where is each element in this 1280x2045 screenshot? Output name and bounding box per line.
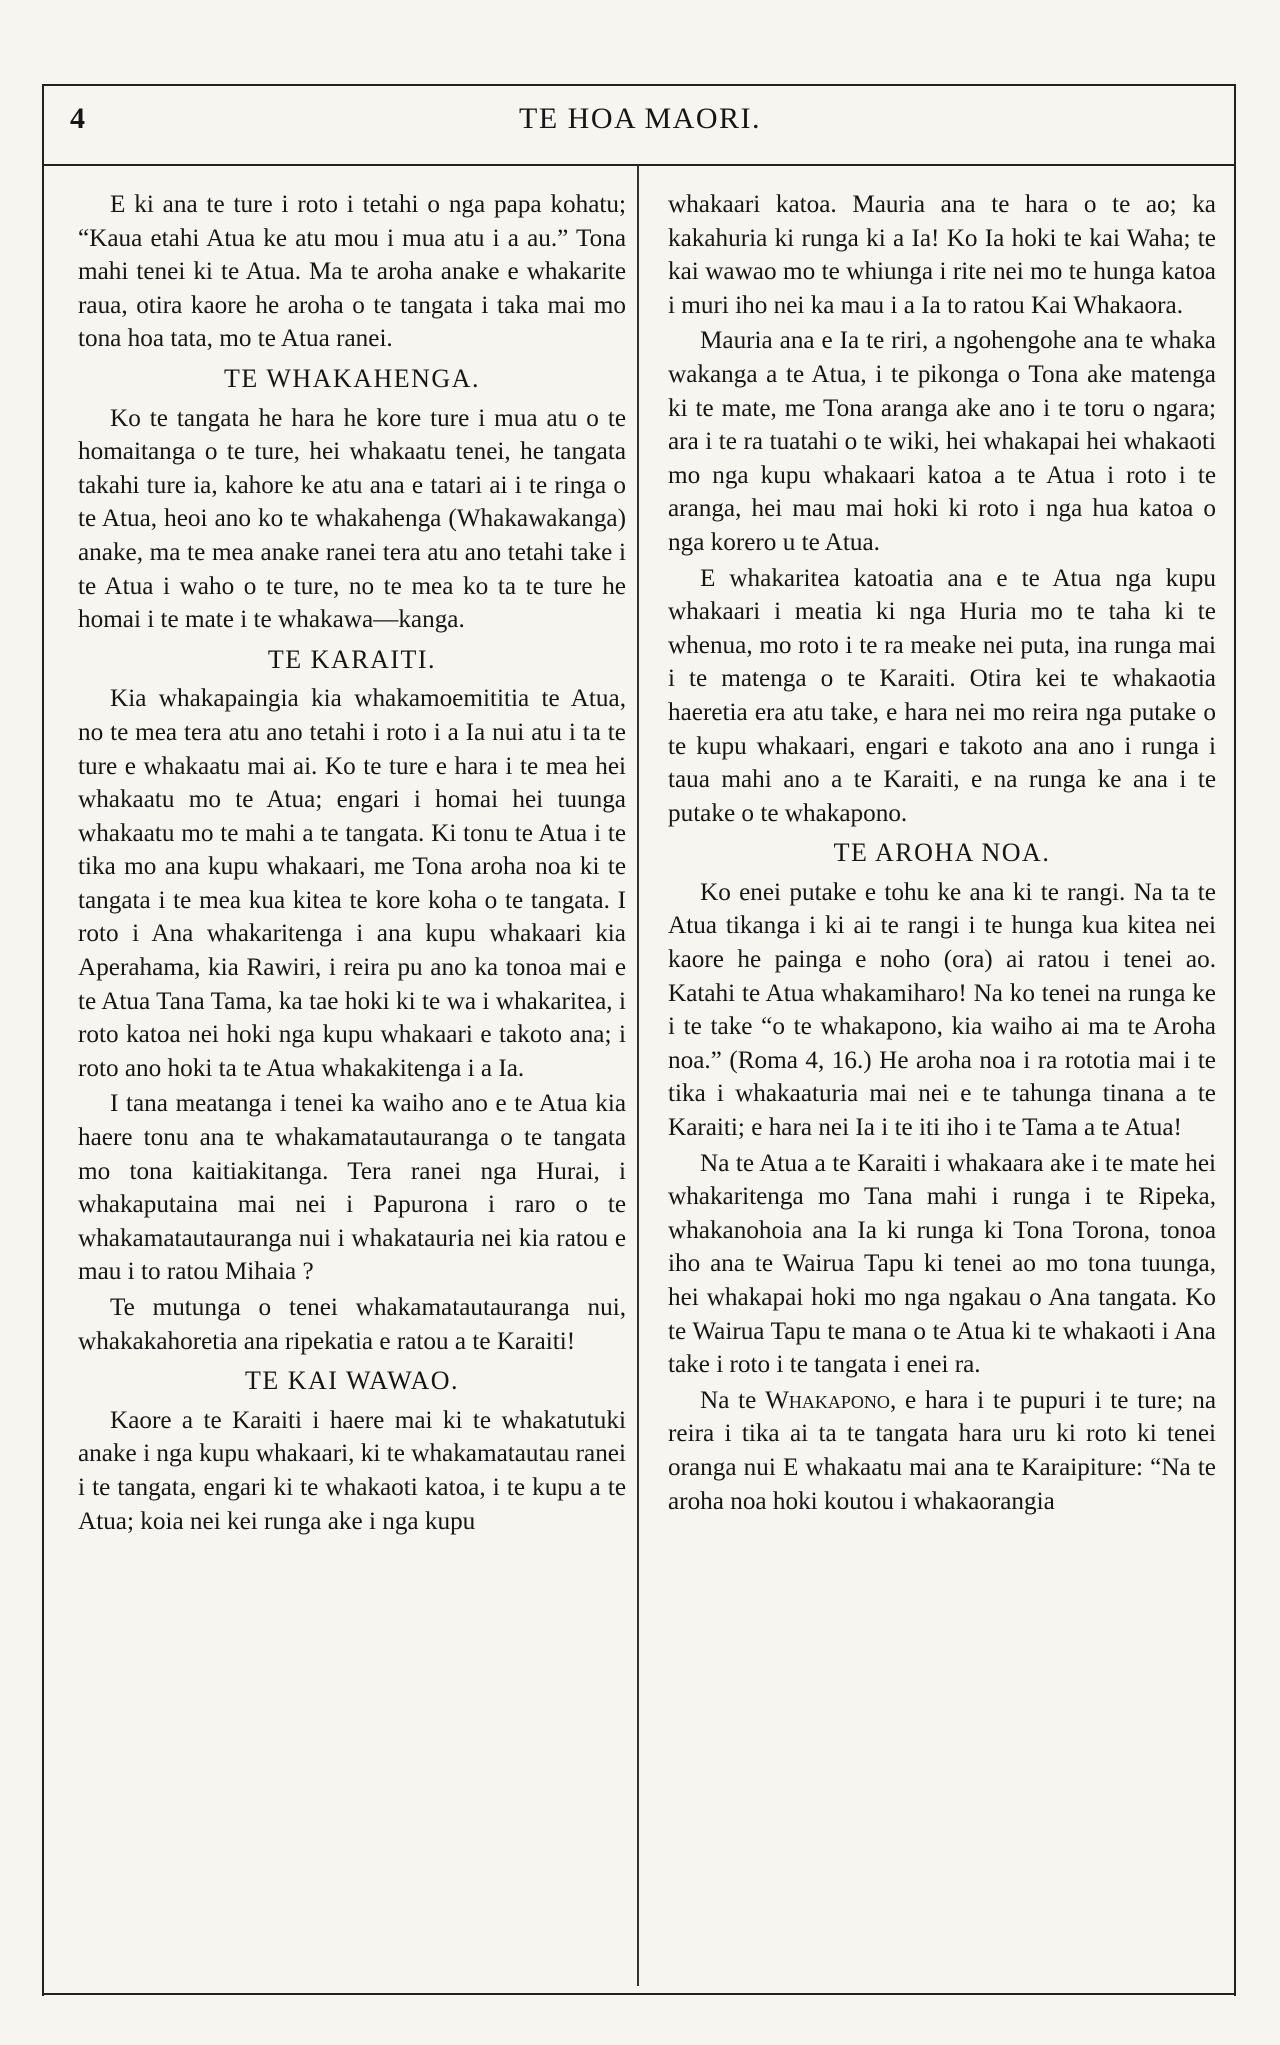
page-title: TE HOA MAORI.: [519, 102, 761, 135]
section-heading: TE WHAKAHENGA.: [224, 363, 480, 393]
paragraph: Te mutunga o tenei whakamatautauranga nui, whakakahoretia ana ripekatia e ratou a te Karaiti!: [78, 1294, 626, 1355]
paragraph: Kia whakapaingia kia whakamoemititia te Atua, no te mea tera atu ano tetahi i roto i a Ia nui atu i ta te ture e whakaatu mai ai. Ko te ture e hara i te mea hei whakaatu mo te Atua; engari i homai hei tuunga whakaatu mo te mahi a te tangata. Ki tonu te Atua i te tika mo ana kupu whakaari, me Tona aroha noa ki te tangata i te mea kua kitea te kore koha o te tangata. I roto i Ana whakaritenga i ana kupu whakaari kia Aperahama, kia Rawiri, i reira pu ano ka tonoa mai e te Atua Tana Tama, ka tae hoki ki te wa i whakaritea, i roto katoa nei hoki nga kupu whakaari e takoto ana; i roto ano hoki ta te Atua whakakitenga i a Ia.: [78, 685, 626, 1082]
paragraph: E ki ana te ture i roto i tetahi o nga papa kohatu; “Kaua etahi Atua ke atu mou i mua atu i a au.” Tona mahi tenei ki te Atua. Ma te aroha anake e whakarite raua, otira kaore he aroha o te tangata i taka mai mo tona hoa tata, mo te Atua ranei.: [78, 191, 626, 353]
left-column: [78, 188, 626, 1540]
text-run: , e hara i te pupuri i te ture; na reira i tika ai ta te tangata hara uru ki roto ki tenei oranga nui E whakaatu mai ana te Karaipiture: “Na te aroha noa hoki koutou i whakaorangia: [668, 1386, 1217, 1515]
column-divider: [637, 166, 639, 1986]
paragraph: [668, 1384, 1216, 1518]
paragraph: Ko te tangata he hara he kore ture i mua atu o te homaitanga o te ture, hei whakaatu tenei, he tangata takahi ture ia, kahore ke atu ana e tatari ai i te ringa o te Atua, heoi ano ko te whakahenga (Whakawakanga) anake, ma te mea anake ranei tera atu ano tetahi take i te Atua i waho o te ture, no te mea ko ta te ture he homai i te mate i te whakawa—kanga.: [78, 404, 626, 634]
paragraph: Na te Atua a te Karaiti i whakaara ake i te mate hei whakaritenga mo Tana mahi i runga i te Ripeka, whakanohoia ana Ia ki runga ki Tona Torona, tonoa iho ana te Wairua Tapu ki tenei ao mo tona tuunga, hei whakapai hoki mo nga ngakau o Ana tangata. Ko te Wairua Tapu te mana o te Atua ki te whakaoti i Ana take i roto i te tangata i enei ra.: [668, 1149, 1216, 1379]
text-run: Na te: [700, 1386, 766, 1414]
right-column: [668, 188, 1216, 1520]
section-heading: TE AROHA NOA.: [833, 838, 1051, 868]
paragraph: E whakaritea katoatia ana e te Atua nga kupu whakaari i meatia ki nga Huria mo te taha ki te whenua, mo roto i te ra meake nei puta, ina runga mai i te matenga o te Karaiti. Otira kei te whakaotia haeretia era atu take, e hara nei mo reira nga putake o te kupu whakaari, engari e takoto ana ano i runga i taua mahi ano a te Karaiti, e na runga ke ana i te putake o te whakapono.: [668, 564, 1216, 827]
section-heading: TE KAI WAWAO.: [244, 1366, 460, 1396]
paragraph: Ko enei putake e tohu ke ana ki te rangi. Na ta te Atua tikanga i ki ai te rangi i te hunga kua kitea nei kaore he painga e noho (ora) ai ratou i tenei ao. Katahi te Atua whakamiharo! Na ko tenei na runga ke i te take “o te whakapono, kia waiho ai ma te Aroha noa.” (Roma 4, 16.) He aroha noa i ra rototia mai i te tika i whakaaturia mai nei e te tahunga tinana a te Karaiti; e hara nei Ia i te iti iho i te Tama a te Atua!: [668, 878, 1216, 1142]
bottom-rule: [42, 1993, 1234, 1995]
paragraph: I tana meatanga i tenei ka waiho ano e te Atua kia haere tonu ana te whakamatautauranga o te tangata mo tona kaitiakitanga. Tera ranei nga Hurai, i whakaputaina mai nei i Papurona i raro o te whakamatautauranga nui i whakatauria nei kia ratou e mau i to ratou Mihaia ?: [78, 1090, 626, 1286]
page-number: 4: [70, 102, 85, 135]
paragraph: Mauria ana e Ia te riri, a ngohengohe ana te whaka wakanga a te Atua, i te pikonga o Tona ake matenga ki te mate, me Tona aranga ake ano i te toru o ngara; ara i te ra tuatahi o te wiki, hei whakapai hei whakaoti mo nga kupu whakaari katoa a te Atua i roto i te aranga, hei mau mai hoki ki roto i nga hua katoa o nga korero u te Atua.: [668, 327, 1216, 556]
paragraph: Kaore a te Karaiti i haere mai ki te whakatutuki anake i nga kupu whakaari, ki te whakamatautau ranei i te tangata, engari ki te whakaoti katoa, i te kupu a te Atua; koia nei kei runga ake i nga kupu: [78, 1406, 626, 1535]
small-caps-word: Whakapono: [765, 1386, 890, 1414]
section-heading: TE KARAITI.: [267, 644, 437, 674]
paragraph: whakaari katoa. Mauria ana te hara o te ao; ka kakahuria ki runga ki a Ia! Ko Ia hoki te kai Waha; te kai wawao mo te whiunga i rite nei mo te hunga katoa i muri iho nei ka mau i a Ia to ratou Kai Whakaora.: [668, 191, 1216, 319]
